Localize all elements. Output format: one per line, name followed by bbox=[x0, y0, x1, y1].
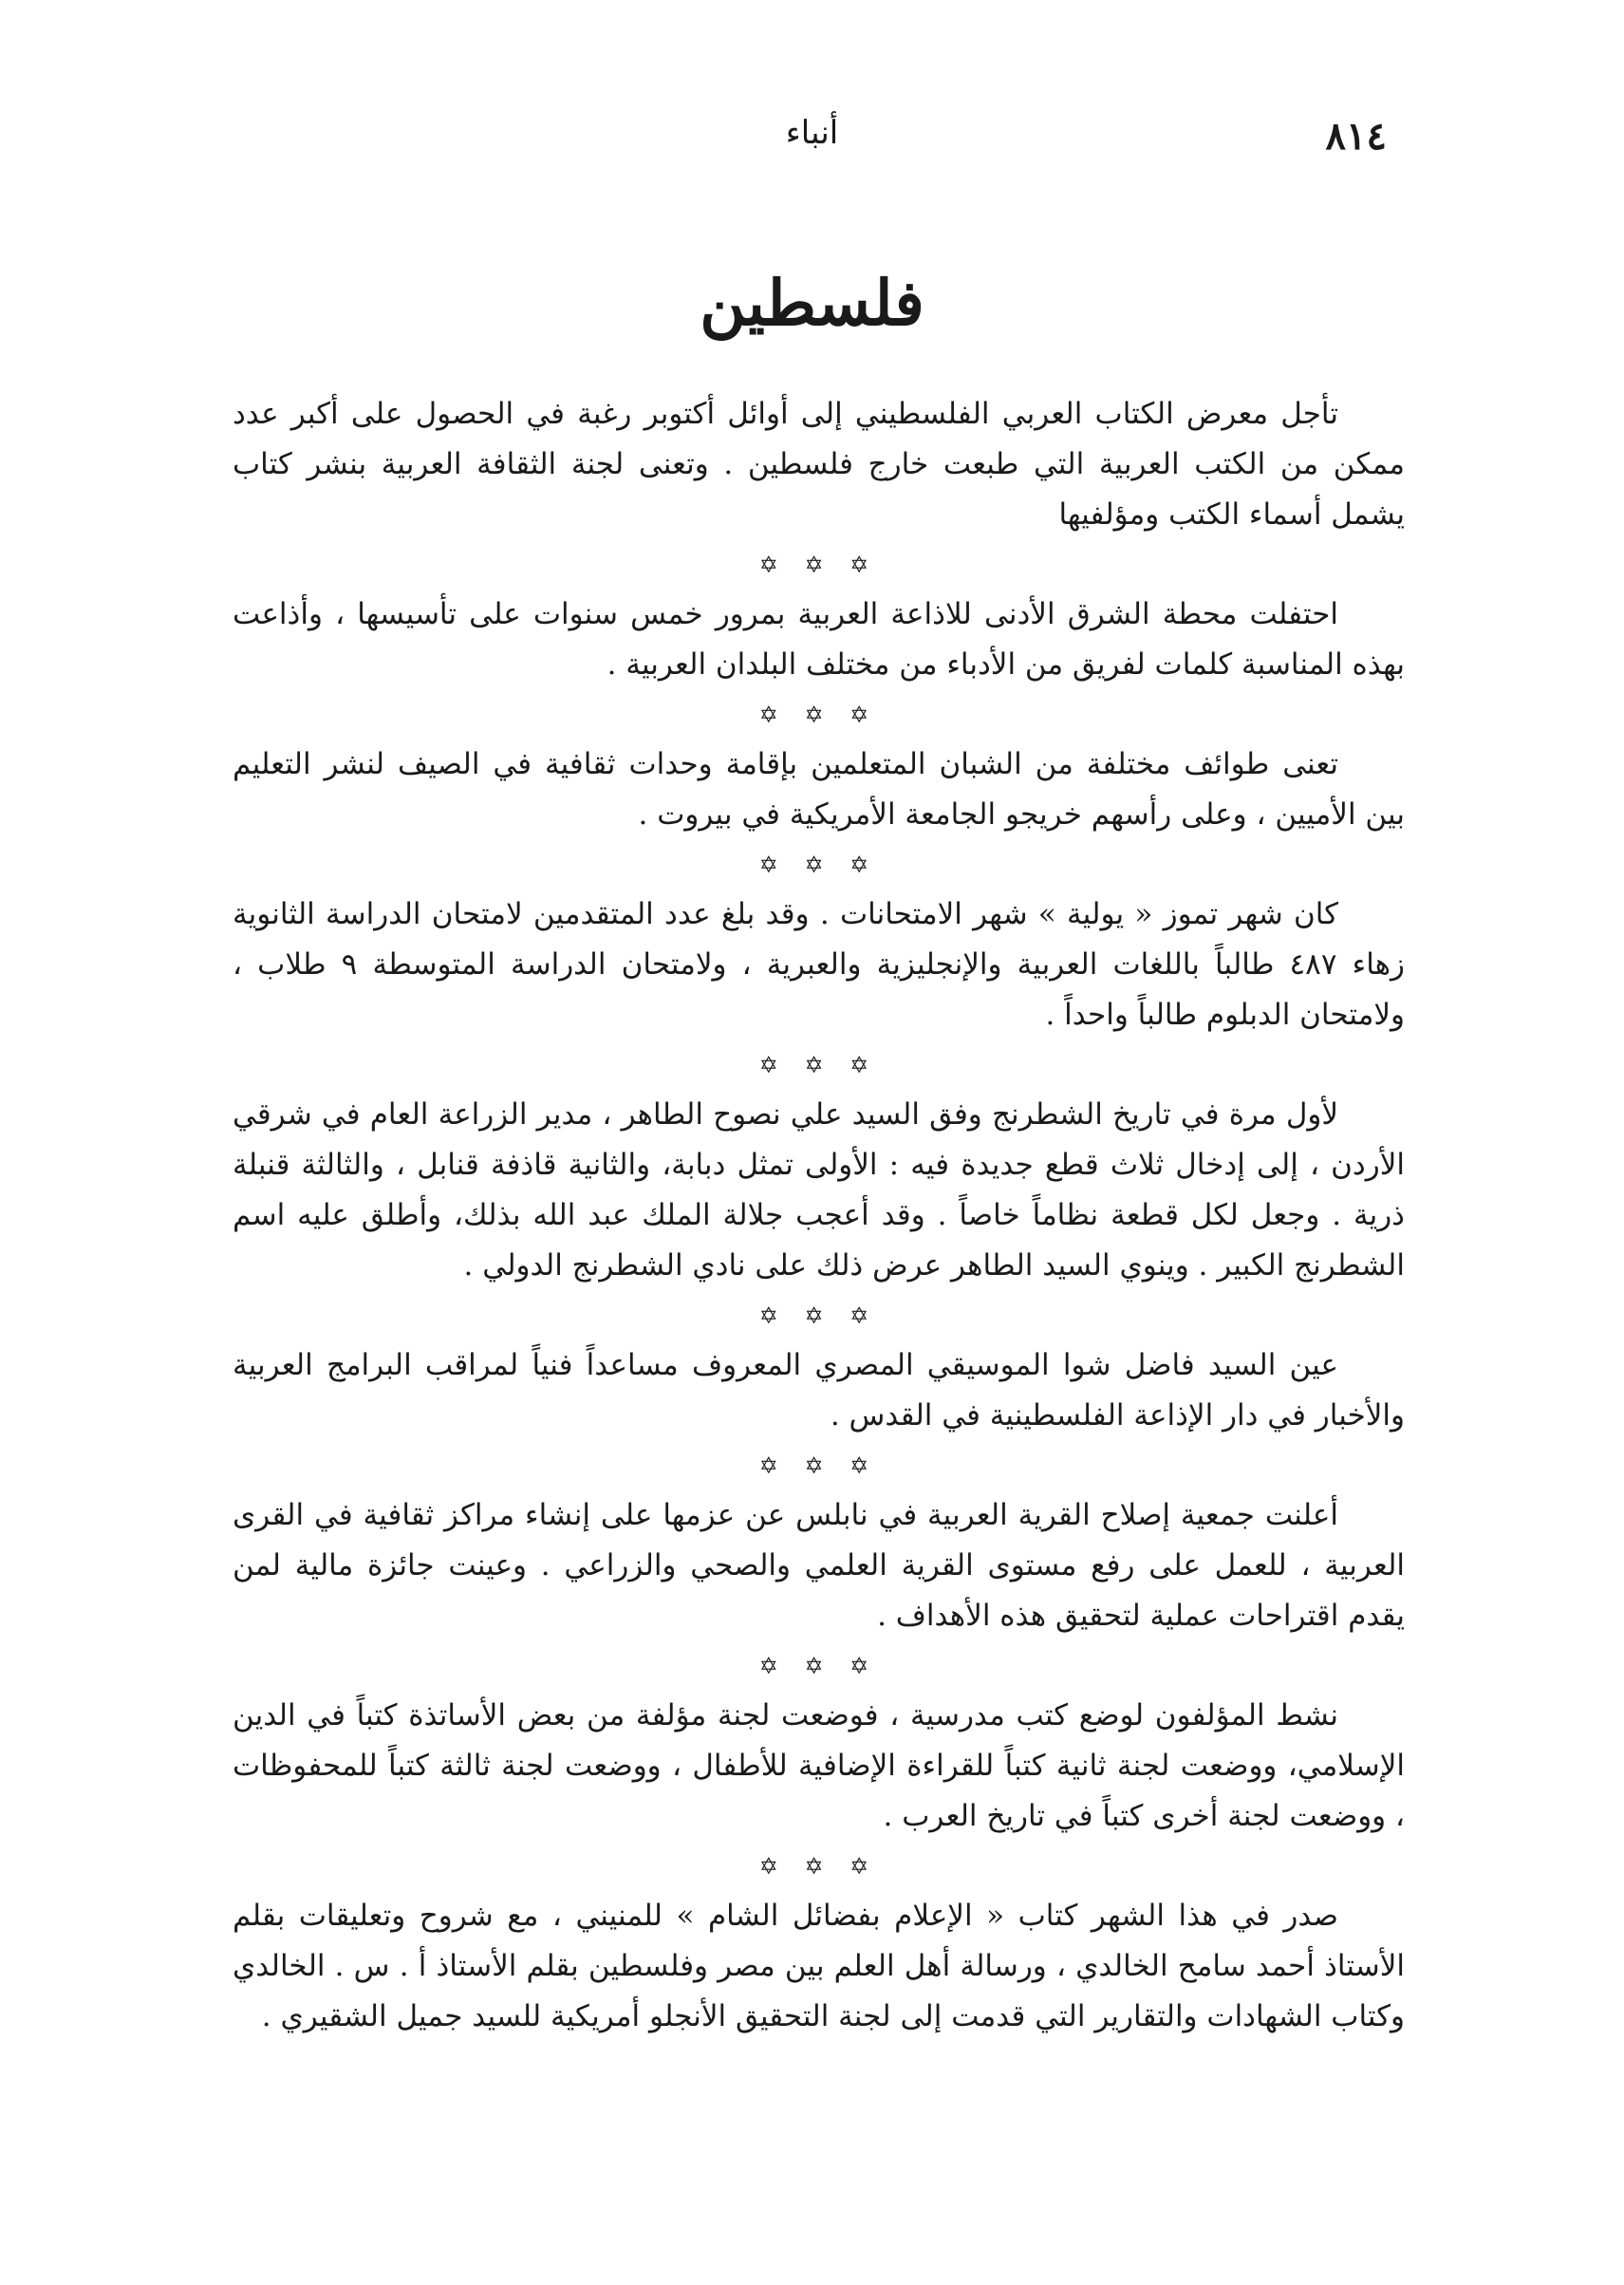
star-separator-6: ✡ ✡ ✡ bbox=[758, 1452, 879, 1479]
star-separator-2: ✡ ✡ ✡ bbox=[758, 702, 879, 728]
section-title: فلسطين bbox=[700, 266, 924, 340]
star-separator-4: ✡ ✡ ✡ bbox=[758, 1052, 879, 1078]
running-head bbox=[237, 114, 1387, 171]
news-item-school-books: نشط المؤلفون لوضع كتب مدرسية ، فوضعت لجنة مؤلفة من بعض الأساتذة كتباً في الدين الإسلامي، ووضعت لجنة ثانية كتباً للقراءة الإضافية للأطفال ، ووضعت لجنة ثالثة كتباً للمحفوظات ، ووضعت لجنة أخرى كتباً في تاريخ العرب . bbox=[233, 1698, 1405, 1833]
news-item-exhibition: تأجل معرض الكتاب العربي الفلسطيني إلى أوائل أكتوبر رغبة في الحصول على أكبر عدد ممكن من الكتب العربية التي طبعت خارج فلسطين . وتعنى لجنة الثقافة العربية بنشر كتاب يشمل أسماء الكتب ومؤلفيها bbox=[233, 397, 1405, 532]
star-separator-1: ✡ ✡ ✡ bbox=[758, 552, 879, 578]
star-separator-3: ✡ ✡ ✡ bbox=[758, 852, 879, 878]
star-separator-5: ✡ ✡ ✡ bbox=[758, 1302, 879, 1329]
news-item-publications: صدر في هذا الشهر كتاب « الإعلام بفضائل الشام » للمنيني ، مع شروح وتعليقات بقلم الأستاذ أحمد سامح الخالدي ، ورسالة أهل العلم بين مصر وفلسطين بقلم الأستاذ أ . س . الخالدي وكتاب الشهادات والتقارير التي قدمت إلى لجنة التحقيق الأنجلو أمريكية للسيد جميل الشقيري . bbox=[233, 1899, 1405, 2033]
star-separator-7: ✡ ✡ ✡ bbox=[758, 1653, 879, 1679]
news-item-radio-appointment: عين السيد فاضل شوا الموسيقي المصري المعروف مساعداً فنياً لمراقب البرامج العربية والأخبار في دار الإذاعة الفلسطينية في القدس . bbox=[233, 1348, 1405, 1433]
page-number: ٨١٤ bbox=[1325, 114, 1387, 159]
news-item-radio-station: احتفلت محطة الشرق الأدنى للاذاعة العربية بمرور خمس سنوات على تأسيسها ، وأذاعت بهذه المناسبة كلمات لفريق من الأدباء من مختلف البلدان العربية . bbox=[233, 597, 1405, 682]
news-item-cultural-units: تعنى طوائف مختلفة من الشبان المتعلمين بإقامة وحدات ثقافية في الصيف لنشر التعليم بين الأميين ، وعلى رأسهم خريجو الجامعة الأمريكية في بيروت . bbox=[233, 747, 1405, 832]
news-item-exams: كان شهر تموز « يولية » شهر الامتحانات . وقد بلغ عدد المتقدمين لامتحان الدراسة الثانوية زهاء ٤٨٧ طالباً باللغات العربية والإنجليزية والعبرية ، ولامتحان الدراسة المتوسطة ٩ طلاب ، ولامتحان الدبلوم طالباً واحداً . bbox=[233, 897, 1405, 1032]
news-item-chess: لأول مرة في تاريخ الشطرنج وفق السيد علي نصوح الطاهر ، مدير الزراعة العام في شرقي الأردن ، إلى إدخال ثلاث قطع جديدة فيه : الأولى تمثل دبابة، والثانية قاذفة قنابل ، والثالثة قنبلة ذرية . وجعل لكل قطعة نظاماً خاصاً . وقد أعجب جلالة الملك عبد الله بذلك، وأطلق عليه اسم الشطرنج الكبير . وينوي السيد الطاهر عرض ذلك على نادي الشطرنج الدولي . bbox=[233, 1097, 1405, 1283]
news-body bbox=[233, 389, 1405, 2042]
running-title: أنباء bbox=[785, 114, 839, 152]
news-item-village-reform: أعلنت جمعية إصلاح القرية العربية في نابلس عن عزمها على إنشاء مراكز ثقافية في القرى العربية ، للعمل على رفع مستوى القرية العلمي والصحي والزراعي . وعينت جائزة مالية لمن يقدم اقتراحات عملية لتحقيق هذه الأهداف . bbox=[233, 1498, 1405, 1633]
star-separator-8: ✡ ✡ ✡ bbox=[758, 1853, 879, 1880]
